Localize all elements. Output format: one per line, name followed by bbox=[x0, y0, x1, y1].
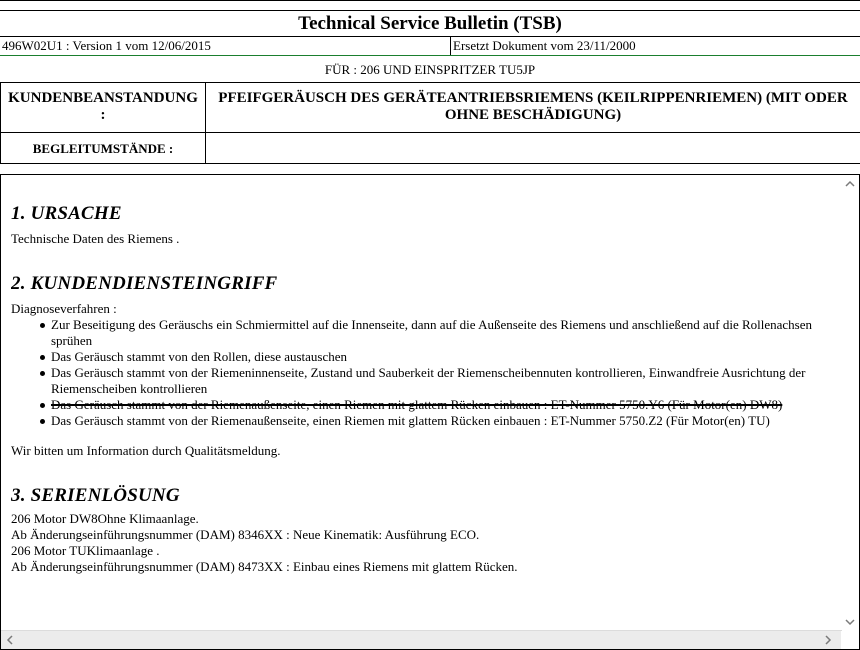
list-item: Das Geräusch stammt von der Riemeninnenseite, Zustand und Sauberkeit der Riemenscheibennuten kontrollieren, Einwandfreie Ausrichtung der Riemenscheiben kontrollieren bbox=[51, 365, 837, 397]
circumstances-value bbox=[206, 133, 860, 163]
complaint-label-text: KUNDENBEANSTANDUNG bbox=[8, 90, 198, 106]
replaces-info: Ersetzt Dokument vom 23/11/2000 bbox=[453, 38, 636, 53]
series-line: 206 Motor DW8Ohne Klimaanlage. bbox=[11, 511, 199, 526]
circumstances-row bbox=[0, 133, 860, 164]
bulletin-content bbox=[11, 175, 837, 631]
complaint-value: PFEIFGERÄUSCH DES GERÄTEANTRIEBSRIEMENS (KEILRIPPENRIEMEN) (MIT ODER OHNE BESCHÄDIGUNG) bbox=[218, 90, 848, 123]
service-heading: 2. KUNDENDIENSTEINGRIFF bbox=[11, 273, 278, 294]
complaint-label-colon: : bbox=[100, 107, 106, 123]
series-heading: 3. SERIENLÖSUNG bbox=[11, 485, 180, 506]
scrollbar-corner bbox=[841, 631, 859, 649]
complaint-label bbox=[0, 83, 206, 132]
series-lines bbox=[11, 511, 837, 575]
complaint-row bbox=[0, 83, 860, 133]
vertical-scrollbar[interactable] bbox=[841, 175, 859, 631]
list-item-struck: Das Geräusch stammt von der Riemenaußenseite, einen Riemen mit glattem Rücken einbauen : ET-Nummer 5750.Y6 (Für Motor(en) DW8) bbox=[51, 397, 837, 413]
vehicle-applicability: FÜR : 206 UND EINSPRITZER TU5JP bbox=[0, 56, 860, 83]
chevron-left-icon[interactable] bbox=[2, 632, 18, 648]
cause-heading: 1. URSACHE bbox=[11, 203, 122, 224]
list-item: Das Geräusch stammt von der Riemenaußenseite, einen Riemen mit glattem Rücken einbauen : ET-Nummer 5750.Z2 (Für Motor(en) TU) bbox=[51, 413, 837, 429]
series-line: Ab Änderungseinführungsnummer (DAM) 8473XX : Einbau eines Riemens mit glattem Rücken. bbox=[11, 559, 518, 574]
cause-text: Technische Daten des Riemens . bbox=[11, 231, 180, 246]
circumstances-label: BEGLEITUMSTÄNDE : bbox=[0, 133, 206, 163]
chevron-down-icon[interactable] bbox=[842, 614, 858, 630]
horizontal-scrollbar[interactable] bbox=[1, 630, 842, 649]
series-line: Ab Änderungseinführungsnummer (DAM) 8346XX : Neue Kinematik: Ausführung ECO. bbox=[11, 527, 480, 542]
series-line: 206 Motor TUKlimaanlage . bbox=[11, 543, 160, 558]
diagnosis-list bbox=[11, 317, 837, 429]
version-row bbox=[0, 37, 860, 56]
list-item: Das Geräusch stammt von den Rollen, diese austauschen bbox=[51, 349, 837, 365]
list-item: Zur Beseitigung des Geräuschs ein Schmiermittel auf die Innenseite, dann auf die Außenseite des Riemens und anschließend auf die Rollenachsen sprühen bbox=[51, 317, 837, 349]
chevron-up-icon[interactable] bbox=[842, 176, 858, 192]
top-rule bbox=[0, 0, 860, 11]
page-title: Technical Service Bulletin (TSB) bbox=[0, 11, 860, 37]
chevron-right-icon[interactable] bbox=[820, 632, 836, 648]
version-info: 496W02U1 : Version 1 vom 12/06/2015 bbox=[2, 37, 451, 55]
content-frame[interactable] bbox=[0, 174, 860, 650]
diagnosis-intro: Diagnoseverfahren : bbox=[11, 301, 117, 316]
service-closing: Wir bitten um Information durch Qualitätsmeldung. bbox=[11, 443, 281, 458]
